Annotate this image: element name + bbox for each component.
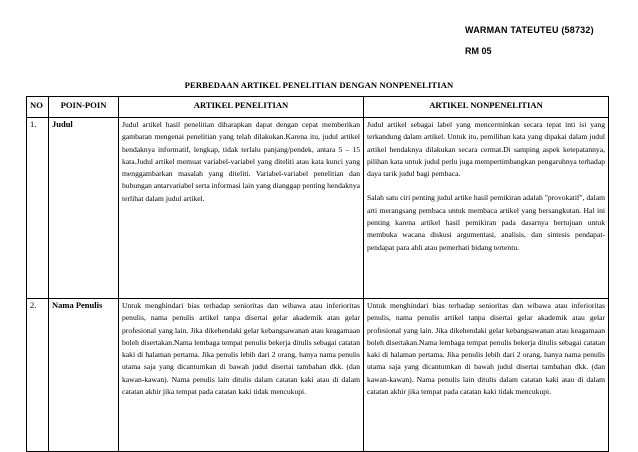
row-poin: Judul (49, 118, 119, 299)
cell-text: Judul artikel hasil penelitian diharapkan dapat dengan cepat memberikan gambaran mengenai penelitian yang telah dilakukan.Karena itu, judul artikel hendaknya informatif, lengkap, tidak terlalu panjang/pendek, antara 5 – 15 kata.Judul artikel memuat variabel-variabel yang diteliti atau kata kunci yang menggambarkan masalah yang diteliti. Variabel-variabel penelitian dan hubungan antarvariabel serta informasi lain yang dianggap penting hendaknya terlihat dalam judul artikel. (122, 120, 360, 203)
table-row (27, 118, 609, 299)
cell-penelitian (119, 118, 364, 299)
row-number: 2. (27, 299, 49, 452)
cell-nonpenelitian (364, 299, 609, 452)
header-no: NO (27, 97, 49, 118)
cell-penelitian (119, 299, 364, 452)
comparison-table (26, 96, 609, 452)
cell-text: Untuk menghindari bias terhadap senioritas dan wibawa atau inferioritas penulis, nama penulis artikel tanpa disertai gelar akademik atau gelar profesional yang lain. Jika dikehendaki gelar kebangsawanan atau keagamaan boleh disertakan.Nama lembaga tempat penulis bekerja ditulis sebagai catatan kaki di halaman pertama. Jika penulis lebih dari 2 orang, hanya nama penulis utama saja yang dicantumkan di bawah judul disertai tambahan dkk. (dan kawan-kawan). Nama penulis lain ditulis dalam catatan kaki atau di dalam catatan akhir jika tempat pada catatan kaki tidak mencukupi. (122, 301, 360, 397)
table-header-row (27, 97, 609, 118)
rm-code: RM 05 (465, 46, 492, 56)
cell-nonpenelitian (364, 118, 609, 299)
header-artikel-nonpenelitian: ARTIKEL NONPENELITIAN (364, 97, 609, 118)
row-poin: Nama Penulis (49, 299, 119, 452)
cell-text-paragraph-2: Salah satu ciri penting judul artike hasil pemikiran adalah "provokatif", dalam arti merangsang pembaca untuk membaca artikel yang bersangkutan. Hal ini penting karena artikel hasil pemikiran pada dasarnya bertujuan untuk membuka wacana diskusi argumentasi, analisis, dan sintesis pendapat-pendapat para ahli atau pemerhati bidang tertentu. (367, 193, 605, 252)
header-artikel-penelitian: ARTIKEL PENELITIAN (119, 97, 364, 118)
cell-text: Untuk menghindari bias terhadap senioritas dan wibawa atau inferioritas penulis, nama penulis artikel tanpa disertai gelar akademik atau gelar profesional yang lain. Jika dikehendaki gelar kebangsawanan atau keagamaan boleh disertakan.Nama lembaga tempat penulis bekerja ditulis sebagai catatan kaki di halaman pertama. Jika penulis lebih dari 2 orang, hanya nama penulis utama saja yang dicantumkan di bawah judul disertai tambahan dkk. (dan kawan-kawan). Nama penulis lain ditulis dalam catatan kaki atau di dalam catatan akhir jika tempat pada catatan kaki tidak mencukupi. (367, 301, 605, 397)
author-name: WARMAN TATEUTEU (58732) (465, 25, 594, 35)
header-poin: POIN-POIN (49, 97, 119, 118)
table-row (27, 299, 609, 452)
document-title: PERBEDAAN ARTIKEL PENELITIAN DENGAN NONPENELITIAN (184, 80, 454, 90)
row-number: 1. (27, 118, 49, 299)
cell-text-paragraph-1: Judul artikel sebagai label yang mencerminkan secara tepat inti isi yang terkandung dalam artikel. Untuk itu, pemilihan kata yang dipakai dalam judul artikel hendaknya dilakukan secara cermat.Di samping aspek ketepatannya, pilihan kata untuk judul perlu juga mempertimbangkan pengaruhnya terhadap daya tarik judul bagi pembaca. (367, 120, 605, 179)
